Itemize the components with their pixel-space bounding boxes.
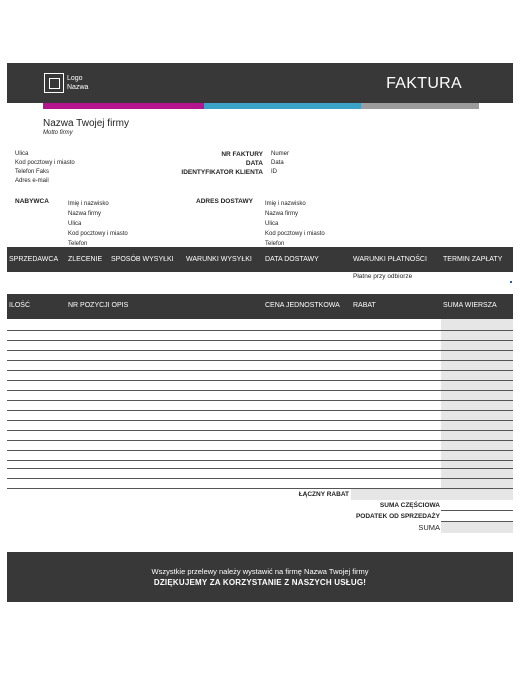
shipping-company: Nazwa firmy <box>265 211 299 217</box>
shipping-phone: Telefon <box>265 241 285 247</box>
col-ship-terms: WARUNKI WYSYŁKI <box>186 256 252 263</box>
logo-line-2: Nazwa <box>67 84 89 91</box>
buyer-phone: Telefon <box>68 241 88 247</box>
order-header-bar <box>7 247 513 272</box>
shipping-name: Imię i nazwisko <box>265 201 306 207</box>
sales-tax-label: PODATEK OD SPRZEDAŻY <box>355 513 440 520</box>
accent-bar-magenta <box>43 103 204 109</box>
table-row[interactable] <box>7 400 513 401</box>
invoice-header <box>7 63 513 103</box>
table-row[interactable] <box>7 360 513 361</box>
col-due-date: TERMIN ZAPŁATY <box>443 256 503 263</box>
payment-instructions <box>7 567 513 576</box>
table-row[interactable] <box>7 330 513 331</box>
table-row[interactable] <box>7 350 513 351</box>
invoice-date-label: DATA <box>245 160 263 167</box>
shipping-street: Ulica <box>265 221 279 227</box>
shipping-zip-city: Kod pocztowy i miasto <box>265 231 325 237</box>
client-id-label: IDENTYFIKATOR KLIENTA <box>181 169 263 176</box>
invoice-meta-values <box>271 150 289 177</box>
invoice-footer <box>7 552 513 602</box>
table-row[interactable] <box>7 390 513 391</box>
invoice-title: FAKTURA <box>386 75 462 92</box>
buyer-label: NABYWCA <box>15 198 49 205</box>
invoice-number-value: Numer <box>271 151 290 157</box>
table-row[interactable] <box>7 450 513 451</box>
invoice-meta-labels <box>150 150 263 177</box>
col-qty: ILOŚĆ <box>9 302 31 309</box>
table-row[interactable] <box>7 410 513 411</box>
items-header-bar <box>7 294 513 319</box>
buyer-name: Imię i nazwisko <box>68 201 109 207</box>
col-item-desc: NR POZYCJI OPIS <box>68 302 129 309</box>
table-row[interactable] <box>7 440 513 441</box>
subtotal-field[interactable] <box>441 510 513 511</box>
invoice-number-label: NR FAKTURY <box>221 151 263 158</box>
grand-total-field[interactable] <box>441 522 513 533</box>
buyer-zip-city: Kod pocztowy i miasto <box>68 231 128 237</box>
col-delivery-date: DATA DOSTAWY <box>265 256 319 263</box>
accent-bar-gray <box>361 103 479 109</box>
company-phone-fax: Telefon Faks <box>15 169 50 175</box>
selection-marker <box>510 281 512 283</box>
col-discount: RABAT <box>353 302 376 309</box>
col-seller: SPRZEDAWCA <box>9 256 59 263</box>
subtotal-label: SUMA CZĘŚCIOWA <box>379 502 440 509</box>
company-address <box>15 150 75 186</box>
table-row[interactable] <box>7 370 513 371</box>
grand-total-label: SUMA <box>418 523 440 532</box>
buyer-details <box>68 199 128 249</box>
shipping-label: ADRES DOSTAWY <box>196 198 253 205</box>
table-row[interactable] <box>7 420 513 421</box>
company-name: Nazwa Twojej firmy <box>43 118 129 129</box>
col-line-total: SUMA WIERSZA <box>443 302 497 309</box>
buyer-company: Nazwa firmy <box>68 211 102 217</box>
thank-you-message: DZIĘKUJEMY ZA KORZYSTANIE Z NASZYCH USŁUG! <box>153 578 367 587</box>
table-row[interactable] <box>7 460 513 461</box>
company-email: Adres e-mail <box>15 178 49 184</box>
logo-icon <box>44 73 64 93</box>
total-discount-label: ŁĄCZNY RABAT <box>298 491 349 498</box>
table-row[interactable] <box>7 430 513 431</box>
table-row[interactable] <box>7 468 513 469</box>
logo-text <box>67 74 88 92</box>
payment-terms-value[interactable]: Płatne przy odbiorze <box>353 273 413 280</box>
company-street: Ulica <box>15 151 29 157</box>
payment-instructions-text: Wszystkie przelewy należy wystawić na firmę <box>151 567 302 576</box>
col-unit-price: CENA JEDNOSTKOWA <box>265 302 340 309</box>
table-row[interactable] <box>7 340 513 341</box>
invoice-date-value: Data <box>271 160 284 166</box>
company-zip-city: Kod pocztowy i miasto <box>15 160 75 166</box>
table-row[interactable] <box>7 478 513 479</box>
col-order: ZLECENIE <box>68 256 103 263</box>
buyer-street: Ulica <box>68 221 82 227</box>
accent-bar-blue <box>204 103 361 109</box>
payment-company-name: Nazwa Twojej firmy <box>304 567 369 576</box>
logo-line-1: Logo <box>67 75 83 82</box>
shipping-details <box>265 199 325 249</box>
col-ship-method: SPOSÓB WYSYŁKI <box>111 256 174 263</box>
table-row[interactable] <box>7 380 513 381</box>
total-discount-field[interactable] <box>351 489 513 500</box>
client-id-value: ID <box>271 169 277 175</box>
col-payment-terms: WARUNKI PŁATNOŚCI <box>353 256 427 263</box>
company-motto: Motto firmy <box>43 130 73 136</box>
line-total-column <box>441 319 513 489</box>
